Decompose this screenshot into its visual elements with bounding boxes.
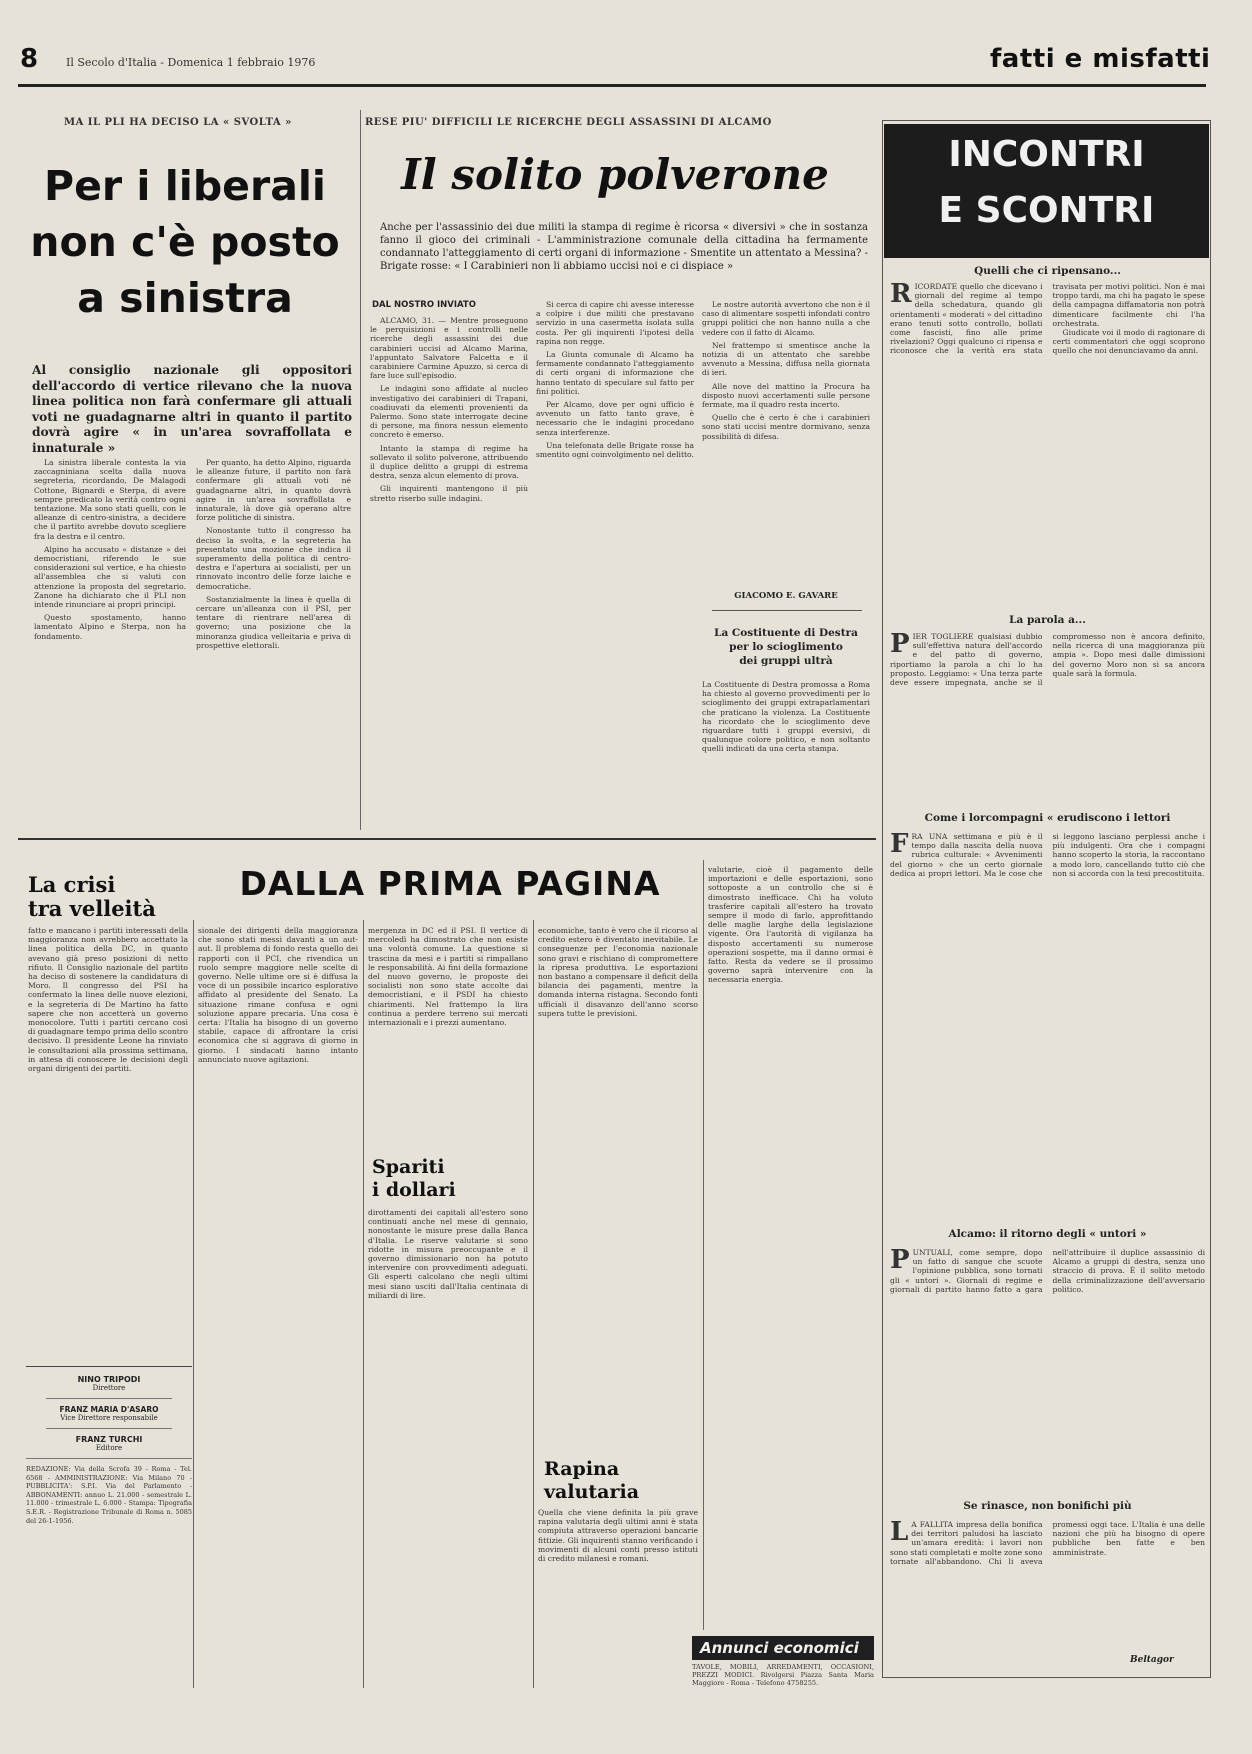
paper-info: Il Secolo d'Italia - Domenica 1 febbraio 1976 [66,56,316,69]
crisi-title-line: tra velleità [28,896,156,921]
column-rule [363,920,364,1688]
sidebar-text: A FALLITA impresa della bonifica dei territori paludosi ha lasciato un'amara eredità: i lavori non sono stati completati e molte zone sono tornate all'abbandono. Chi li aveva promessi oggi tace. L'Italia è una delle nazioni che più ha bisogno di opere pubbliche ben fatte e ben amministrate. [890,1520,1205,1566]
costituente-headline-line: per lo scioglimento [729,641,843,653]
liberali-headline [20,158,350,326]
liberali-kicker: MA IL PLI HA DECISO LA « SVOLTA » [64,117,292,128]
dalla-prima-title: DALLA PRIMA PAGINA [239,864,661,903]
sidebar-subhead: La parola a... [1009,614,1086,626]
paragraph: Giudicate voi il modo di ragionare di certi commentatori che oggi scoprono quello che noi denunciavamo da anni. [1052,328,1205,356]
editor-role: Editore [95,1444,123,1452]
sidebar-text: RA UNA settimana e più è il tempo dalla nascita della nuova rubrica culturale: « Avvenimenti del giorno » che un certo giornale dedica ai propri lettori. Ma le cose che si leggono lasciano perplessi anche i più indulgenti. Ora che i compagni hanno scoperto la storia, la raccontano a modo loro, cancellando tutto ciò che non si accorda con la tesi precostituita. [890,832,1205,878]
dropcap: P [890,1248,910,1275]
annunci-text: TAVOLE, MOBILI, ARREDAMENTI, OCCASIONI, PREZZI MODICI. Rivolgersi Piazza Santa Maria Maggiore - Roma - Telefono 4758255. [692,1663,874,1687]
polverone-col-1 [370,316,528,826]
polverone-col-3 [702,300,870,572]
liberali-headline-line: Per i liberali [44,162,326,210]
sidebar-banner-line: E SCONTRI [938,190,1155,231]
polverone-kicker: RESE PIU' DIFFICILI LE RICERCHE DEGLI ASSASSINI DI ALCAMO [365,117,772,128]
section-rule [18,838,876,840]
rapina-title-line: Rapina [544,1458,620,1480]
costituente-rule [712,610,862,611]
bottom-col-5: valutarie, cioè il pagamento delle importazioni e delle esportazioni, sono sottoposte a un controllo che si è dimostrato inefficace. Chi ha voluto trasferire capitali all'estero ha trovato sempre il modo di farlo, approfittando delle maglie larghe della legislazione vigente. Ora l'autorità di vigilanza ha disposto accertamenti su numerose operazioni sospette, ma il danno ormai è fatto. Resta da vedere se il prossimo governo saprà intervenire con la necessaria energia. [708,865,873,985]
paragraph: Le nostre autorità avvertono che non è il caso di alimentare sospetti infondati contro gruppi politici che non hanno nulla a che vedere con il fatto di Alcamo. [702,300,870,337]
paragraph: Una telefonata delle Brigate rosse ha smentito ogni coinvolgimento nel delitto. [536,440,694,460]
costituente-headline-line: La Costituente di Destra [714,627,858,639]
dropcap: F [890,832,909,859]
dropcap: R [890,282,912,309]
paragraph: Questo spostamento, hanno lamentato Alpino e Sterpa, non ha fondamento. [34,613,186,641]
liberali-col-2 [196,458,351,826]
crisi-title [28,873,178,921]
annunci-box [692,1636,874,1686]
sidebar-item [890,1248,1205,1494]
sidebar-text: ICORDATE quello che dicevano i giornali del regime al tempo della schedatura, quando gli orientamenti « moderati » del cittadino erano tenuti sotto controllo, bollati come fascisti, fino alle prime rivelazioni? Oggi qualcuno ci ripensa e riconosce che la verità era stata travisata per motivi politici. Non è mai troppo tardi, ma chi ha pagato le spese della campagna diffamatoria non potrà dimenticare facilmente chi l'ha orchestrata. [890,282,1205,356]
paragraph: ALCAMO, 31. — Mentre proseguono le perquisizioni e i controlli nelle ricerche degli assassini dei due carabinieri uccisi ad Alcamo Marina, l'appuntato Salvatore Falcetta e il carabiniere Carmine Apuzzo, si cerca di fare luce sull'episodio. [370,316,528,381]
sidebar-subhead: Se rinasce, non bonifichi più [963,1500,1132,1512]
sidebar-banner-line: INCONTRI [948,134,1145,175]
liberali-headline-line: non c'è posto [30,218,340,266]
polverone-signature: GIACOMO E. GAVARE [734,591,838,601]
paragraph: La Giunta comunale di Alcamo ha fermamente condannato l'atteggiamento di certi organi di informazione che hanno tentato di speculare sul fatto per fini politici. [536,350,694,396]
rapina-body: Quella che viene definita la più grave rapina valutaria degli ultimi anni è stata compiuta attraverso operazioni bancarie fittizie. Gli inquirenti stanno verificando i movimenti di alcuni conti presso istituti di credito milanesi e romani. [538,1508,698,1564]
sidebar-item [890,282,1205,606]
liberali-headline-line: a sinistra [77,274,293,322]
polverone-headline: Il solito polverone [401,150,829,199]
vice-name: FRANZ MARIA D'ASARO [59,1405,159,1414]
costituente-headline-line: dei gruppi ultrà [739,655,833,667]
spariti-title-line: Spariti [372,1156,445,1178]
bottom-col-3: mergenza in DC ed il PSI. Il vertice di mercoledì ha dimostrato che non esiste una volontà comune. La questione si trascina da mesi e i partiti si rimpallano le responsabilità. Ai fini della formazione del nuovo governo, le proposte dei socialisti non sono state accolte dai democristiani, e il PSDI ha chiesto chiarimenti. Nel frattempo la lira continua a perdere terreno sui mercati internazionali e i prezzi aumentano. [368,926,528,1028]
costituente-body: La Costituente di Destra promossa a Roma ha chiesto al governo provvedimenti per lo scioglimento dei gruppi extraparlamentari che praticano la violenza. La Costituente ha ricordato che lo scioglimento deve riguardare tutti i gruppi eversivi, di qualunque colore politico, e non soltanto quelli indicati da una certa stampa. [702,680,870,754]
sidebar-item [890,1520,1205,1650]
spariti-title [372,1156,522,1202]
paragraph: Sostanzialmente la linea è quella di cercare un'alleanza con il PSI, per tentare di rientrare nell'area di governo; una posizione che la minoranza giudica velleitaria e priva di prospettive elettorali. [196,594,351,650]
paragraph: Nonostante tutto il congresso ha deciso la svolta, e la segreteria ha presentato una mozione che indica il superamento della politica di centro-destra e l'apertura ai socialisti, per un rinnovato incontro delle forze laiche e democratiche. [196,526,351,591]
staff-box [26,1366,192,1684]
staff-info: REDAZIONE: Via della Scrofa 39 - Roma - Tel. 6568 - AMMINISTRAZIONE: Via Milano 70 - PUBBLICITA': S.P.I. Via del Parlamento - ABBONAMENTI: annuo L. 21.000 - semestrale L. 11.000 - trimestrale L. 6.000 - Stampa: Tipografia S.E.R. - Registrazione Tribunale di Roma n. 5085 del 26-1-1956. [26,1465,192,1525]
paragraph: Per Alcamo, dove per ogni ufficio è avvenuto un fatto tanto grave, è necessario che le indagini procedano senza interferenze. [536,400,694,437]
costituente-headline [702,626,870,668]
bottom-col-2: sionale dei dirigenti della maggioranza che sono stati messi davanti a un aut-aut. Il problema di fondo resta quello dei rapporti con il PCI, che rivendica un ruolo sempre maggiore nelle scelte di governo. Nelle ultime ore si è diffusa la voce di un possibile incarico esplorativo affidato al presidente del Senato. La situazione rimane confusa e ogni soluzione appare precaria. Una cosa è certa: l'Italia ha bisogno di un governo stabile, capace di affrontare la crisi economica che si aggrava di giorno in giorno. I sindacati hanno intanto annunciato nuove agitazioni. [198,926,358,1064]
rapina-title-line: valutaria [544,1481,640,1503]
paragraph: La sinistra liberale contesta la via zaccagniniana scelta dalla nuova segreteria, ricordando, De Malagodi Cottone, Bignardi e Sterpa, di avere sempre predicato la verità contro ogni tentazione. Ma sono stati quelli, con le alleanze di centro-sinistra, a decidere che il partito avrebbe dovuto scegliere fra la destra e il centro. [34,458,186,541]
spariti-title-line: i dollari [372,1179,456,1201]
paragraph: Intanto la stampa di regime ha sollevato il solito polverone, attribuendo il duplice delitto a gruppi di estrema destra, senza alcun elemento di prova. [370,443,528,481]
column-rule [193,920,194,1688]
column-rule [533,920,534,1688]
paragraph: Per quanto, ha detto Alpino, riguarda le alleanze future, il partito non farà confermare gli attuali voti né guadagnarne altri, in quanto dovrà agire in un'area sovraffollata e innaturale, là dove già operano altre forze politiche di sinistra. [196,458,351,523]
paragraph: Alpino ha accusato « distanze » dei democristiani, riferendo le sue considerazioni sul vertice, e ha chiesto all'assemblea che si valuti con attenzione la proposta del segretario. Zanone ha dichiarato che il PLI non intende rinunciare ai propri principi. [34,544,186,610]
liberali-deck: Al consiglio nazionale gli oppositori dell'accordo di vertice rilevano che la nuova linea politica non farà confermare gli attuali voti ne guadagnarne altri in quanto il partito dovrà agire « in un'area sovraffollata e innaturale » [32,363,352,455]
sidebar-text: UNTUALI, come sempre, dopo un fatto di sangue che scuote l'opinione pubblica, sono tornati gli « untori ». Giornali di regime e giornali di partito hanno fatto a gara nell'attribuire il duplice assassinio di Alcamo a gruppi di destra, senza uno straccio di prova. È il solito metodo della criminalizzazione dell'avversario politico. [890,1248,1205,1294]
paragraph: Alle nove del mattino la Procura ha disposto nuovi accertamenti sulle persone fermate, ma il quadro resta incerto. [702,381,870,410]
spariti-body: dirottamenti dei capitali all'estero sono continuati anche nel mese di gennaio, nonostante le misure prese dalla Banca d'Italia. Le riserve valutarie si sono ridotte in misura preoccupante e il governo dimissionario non ha potuto intervenire con provvedimenti adeguati. Gli esperti calcolano che negli ultimi mesi siano usciti dall'Italia centinaia di miliardi di lire. [368,1208,528,1300]
polverone-col-2 [536,300,694,826]
sidebar-subhead: Come i lorcompagni « erudiscono i lettori [924,812,1171,824]
paragraph: Nel frattempo si smentisce anche la notizia di un attentato che sarebbe avvenuto a Messina, diffusa nella giornata di ieri. [702,340,870,378]
masthead-rule [18,84,1206,87]
column-rule [360,110,361,830]
paragraph: Si cerca di capire chi avesse interesse a colpire i due militi che prestavano servizio in una casermetta isolata sulla costa. Per gli inquirenti l'ipotesi della rapina non regge. [536,300,694,346]
sidebar-item [890,832,1205,1228]
dropcap: P [890,632,910,659]
sidebar-signature: Beltagor [1130,1655,1174,1665]
annunci-title: Annunci economici [692,1636,874,1660]
paragraph: Le indagini sono affidate al nucleo investigativo dei carabinieri di Trapani, coadiuvati da elementi provenienti da Palermo. Sono state interrogate decine di persone, ma finora nessun elemento concreto è emerso. [370,384,528,440]
director-role: Direttore [92,1384,126,1392]
paragraph: Gli inquirenti mantengono il più stretto riserbo sulle indagini. [370,484,528,503]
bottom-col-4: economiche, tanto è vero che il ricorso al credito estero è diventato inevitabile. Le conseguenze per l'economia nazionale sono gravi e rischiano di compromettere la ripresa produttiva. Le esportazioni non bastano a compensare il deficit della bilancia dei pagamenti, mentre la domanda interna ristagna. Secondo fonti ufficiali il disavanzo dell'anno scorso supera tutte le previsioni. [538,926,698,1018]
crisi-title-line: La crisi [28,872,116,897]
paragraph: Quello che è certo è che i carabinieri sono stati uccisi mentre dormivano, senza possibilità di difesa. [702,413,870,441]
sidebar-banner [884,124,1209,258]
polverone-byline: DAL NOSTRO INVIATO [372,300,476,310]
column-rule [703,860,704,1630]
director-name: NINO TRIPODI [77,1375,141,1384]
liberali-col-1 [34,458,186,826]
rapina-title [544,1458,694,1504]
sidebar-subhead: Quelli che ci ripensano... [974,265,1121,277]
dropcap: L [890,1520,909,1547]
crisi-body: fatto e mancano i partiti interessati della maggioranza non avrebbero accettato la linea politica della DC, in quanto avevano già preso posizioni di netto rifiuto. Il Consiglio nazionale del partito ha deciso di sostenere la candidatura di Moro. Il congresso del PSI ha confermato la linea delle nuove elezioni, e la segreteria di De Martino ha fatto sapere che non accetterà un governo monocolore. Tutti i partiti cercano così di guadagnare tempo prima dello scontro decisivo. Il presidente Leone ha rinviato le consultazioni alla prossima settimana, in attesa di conoscere le decisioni degli organi dirigenti dei partiti. [28,926,188,1074]
editor-name: FRANZ TURCHI [75,1435,143,1444]
section-title: fatti e misfatti [990,44,1211,74]
sidebar-subhead: Alcamo: il ritorno degli « untori » [948,1228,1147,1240]
page-number: 8 [20,44,39,74]
polverone-deck: Anche per l'assassinio dei due militi la stampa di regime è ricorsa « diversivi » che in sostanza fanno il gioco dei criminali - L'amministrazione comunale della cittadina ha fermamente condannato l'atteggiamento di certi organi di informazione - Smentite un attentato a Messina? - Brigate rosse: « I Carabinieri non li abbiamo uccisi noi e ci dispiace » [380,222,868,272]
vice-role: Vice Direttore responsabile [60,1414,158,1422]
sidebar-item [890,632,1205,792]
sidebar-text: IER TOGLIERE qualsiasi dubbio sull'effettiva natura dell'accordo e del patto di governo, riportiamo la parola a chi lo ha proposto. Leggiamo: « Una terza parte deve essere impegnata, anche se il compromesso non è ancora definito, nella ricerca di una maggioranza più ampia ». Dopo mesi dalle dimissioni del governo Moro non si sa ancora quale sarà la formula. [890,632,1205,688]
